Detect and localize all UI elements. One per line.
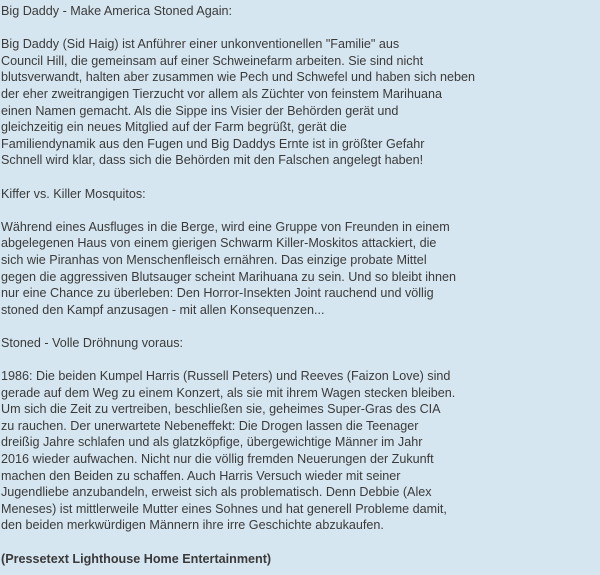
paragraph-line: 2016 wieder aufwachen. Nicht nur die völlig fremden Neuerungen der Zukunft (1, 452, 434, 467)
paragraph-line: den beiden merkwürdigen Männern ihre irre Geschichte abzukaufen. (1, 518, 384, 533)
paragraph-line: machen den Beiden zu schaffen. Auch Harris Versuch wieder mit seiner (1, 468, 401, 483)
paragraph-line: einen Namen gemacht. Als die Sippe ins Visier der Behörden gerät und (1, 103, 399, 118)
press-credit: (Pressetext Lighthouse Home Entertainment) (1, 551, 272, 566)
paragraph-line: gegen die aggressiven Blutsauger scheint Marihuana zu sein. Und so bleibt ihnen (1, 269, 457, 284)
section-title: Big Daddy - Make America Stoned Again: (1, 4, 233, 18)
paragraph-line: Schnell wird klar, dass sich die Behörden mit den Falschen angelegt haben! (1, 153, 424, 168)
paragraph-line: Big Daddy (Sid Haig) ist Anführer einer unkonventionellen "Familie" aus (1, 37, 400, 52)
section-title: Stoned - Volle Dröhnung voraus: (1, 335, 184, 350)
paragraph-line: stoned den Kampf anzusagen - mit allen Konsequenzen... (1, 302, 325, 317)
paragraph-line: gerade auf dem Weg zu einem Konzert, als sie mit ihrem Wagen stecken bleiben. (1, 385, 456, 400)
document-body (0, 3, 600, 567)
paragraph-line: gleichzeitig ein neues Mitglied auf der Farm begrüßt, gerät die (1, 120, 347, 135)
paragraph-line: abgelegenen Haus von einem gierigen Schwarm Killer-Moskitos attackiert, die (1, 236, 437, 251)
paragraph-line: zu rauchen. Der unerwartete Nebeneffekt: Die Drogen lassen die Teenager (1, 418, 419, 433)
spacer (1, 169, 600, 186)
paragraph-line: nur eine Chance zu überleben: Den Horror-Insekten Joint rauchend und völlig (1, 286, 434, 301)
paragraph-line: dreißig Jahre schlafen und als glatzköpfige, übergewichtige Männer im Jahr (1, 435, 423, 450)
paragraph-line: Familiendynamik aus den Fugen und Big Daddys Ernte ist in größter Gefahr (1, 136, 425, 151)
paragraph-line: Um sich die Zeit zu vertreiben, beschließen sie, geheimes Super-Gras des CIA (1, 402, 441, 417)
paragraph-line: 1986: Die beiden Kumpel Harris (Russell Peters) und Reeves (Faizon Love) sind (1, 369, 451, 384)
paragraph-line: der eher zweitrangigen Tierzucht vor allem als Züchter von feinstem Marihuana (1, 86, 442, 101)
section-title: Kiffer vs. Killer Mosquitos: (1, 186, 146, 201)
paragraph-line: Jugendliebe anzubandeln, erweist sich als problematisch. Denn Debbie (Alex (1, 485, 432, 500)
spacer (1, 318, 600, 335)
spacer (1, 534, 600, 551)
spacer (1, 202, 600, 219)
spacer (1, 20, 600, 37)
spacer (1, 351, 600, 368)
paragraph-line: blutsverwandt, halten aber zusammen wie Pech und Schwefel und haben sich neben (1, 70, 475, 85)
paragraph-line: sich wie Piranhas von Menschenfleisch ernähren. Das einzige probate Mittel (1, 252, 427, 267)
paragraph-line: Meneses) ist mittlerweile Mutter eines Sohnes und hat generell Probleme damit, (1, 501, 447, 516)
paragraph-line: Council Hill, die gemeinsam auf einer Schweinefarm arbeiten. Sie sind nicht (1, 53, 424, 68)
paragraph-line: Während eines Ausfluges in die Berge, wird eine Gruppe von Freunden in einem (1, 219, 450, 234)
